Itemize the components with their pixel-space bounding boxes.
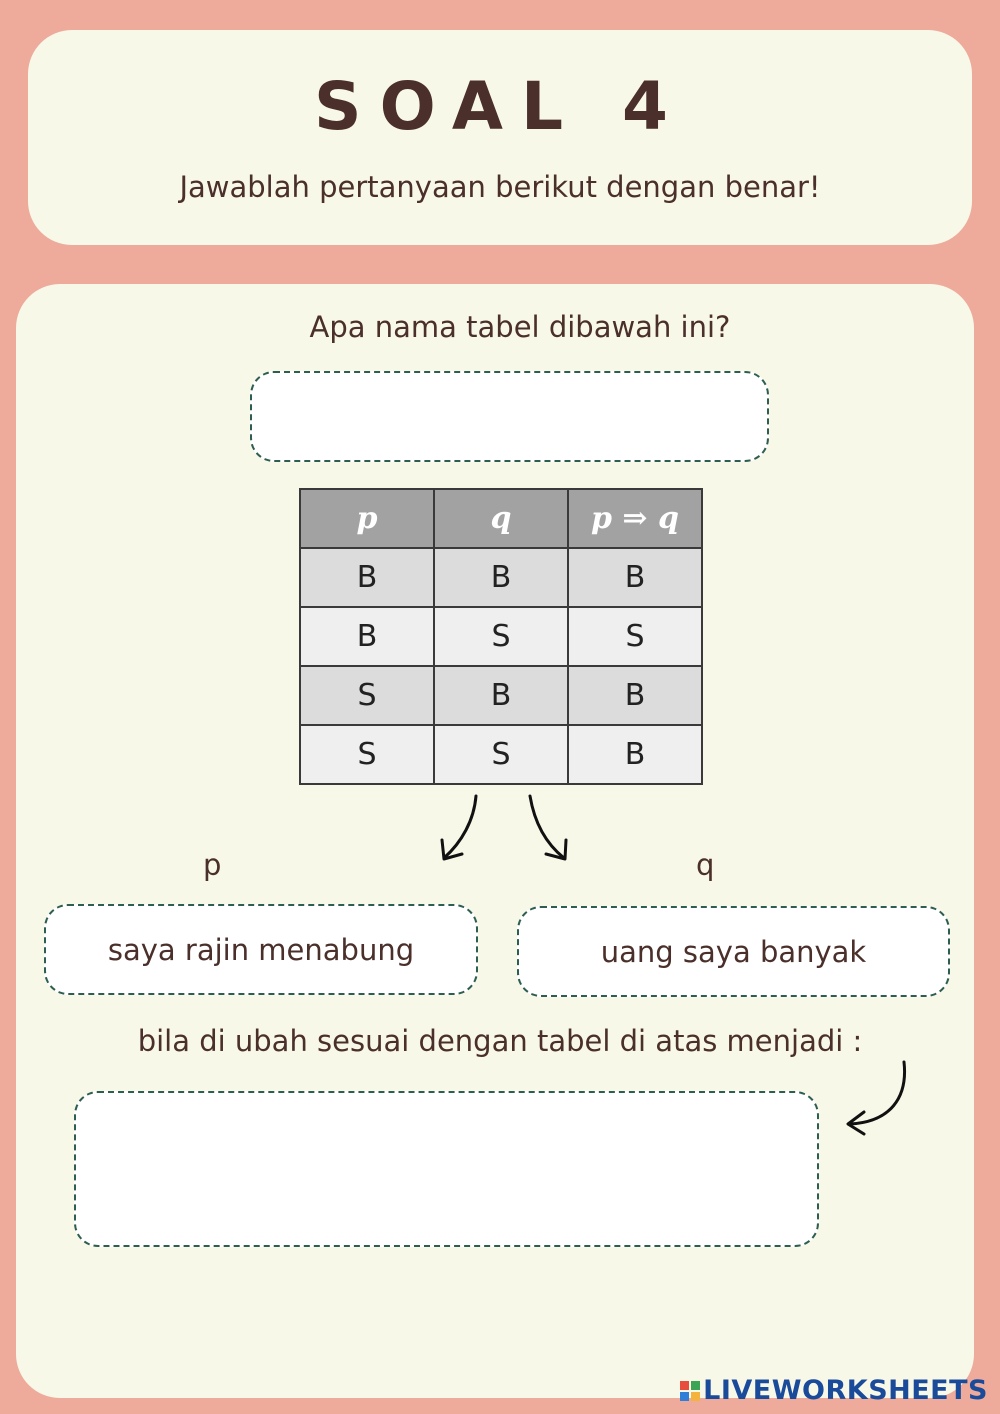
header-cell-p: p (300, 489, 434, 548)
table-name-answer-input[interactable] (250, 371, 769, 462)
logo-mark-icon (680, 1381, 700, 1401)
arrow-left-icon (430, 790, 490, 865)
curved-arrow-icon (838, 1058, 913, 1138)
header-cell-implication: p ⇒ q (568, 489, 702, 548)
table-header-row (300, 489, 702, 548)
table-cell: B (300, 607, 434, 666)
table-cell: B (568, 666, 702, 725)
liveworksheets-logo (680, 1375, 988, 1406)
table-cell: S (434, 725, 568, 784)
header-cell-q: q (434, 489, 568, 548)
table-cell: S (568, 607, 702, 666)
statement-p-box: saya rajin menabung (44, 904, 478, 995)
label-p: p (203, 848, 222, 882)
table-cell: B (568, 725, 702, 784)
table-cell: B (434, 666, 568, 725)
statement-q-box: uang saya banyak (517, 906, 950, 997)
arrow-right-icon (520, 790, 580, 865)
truth-table (299, 488, 703, 785)
table-cell: S (300, 725, 434, 784)
table-row (300, 607, 702, 666)
table-row (300, 666, 702, 725)
instruction-text: bila di ubah sesuai dengan tabel di atas menjadi : (137, 1024, 863, 1058)
table-row (300, 548, 702, 607)
table-cell: B (568, 548, 702, 607)
table-cell: B (300, 548, 434, 607)
table-cell: S (300, 666, 434, 725)
table-row (300, 725, 702, 784)
final-answer-input[interactable] (74, 1091, 819, 1247)
table-cell: B (434, 548, 568, 607)
page-title: SOAL 4 (314, 68, 686, 145)
label-q: q (696, 848, 715, 882)
logo-text: LIVEWORKSHEETS (703, 1375, 988, 1406)
question-text: Apa nama tabel dibawah ini? (309, 310, 731, 344)
page-subtitle: Jawablah pertanyaan berikut dengan benar! (179, 170, 821, 204)
table-cell: S (434, 607, 568, 666)
